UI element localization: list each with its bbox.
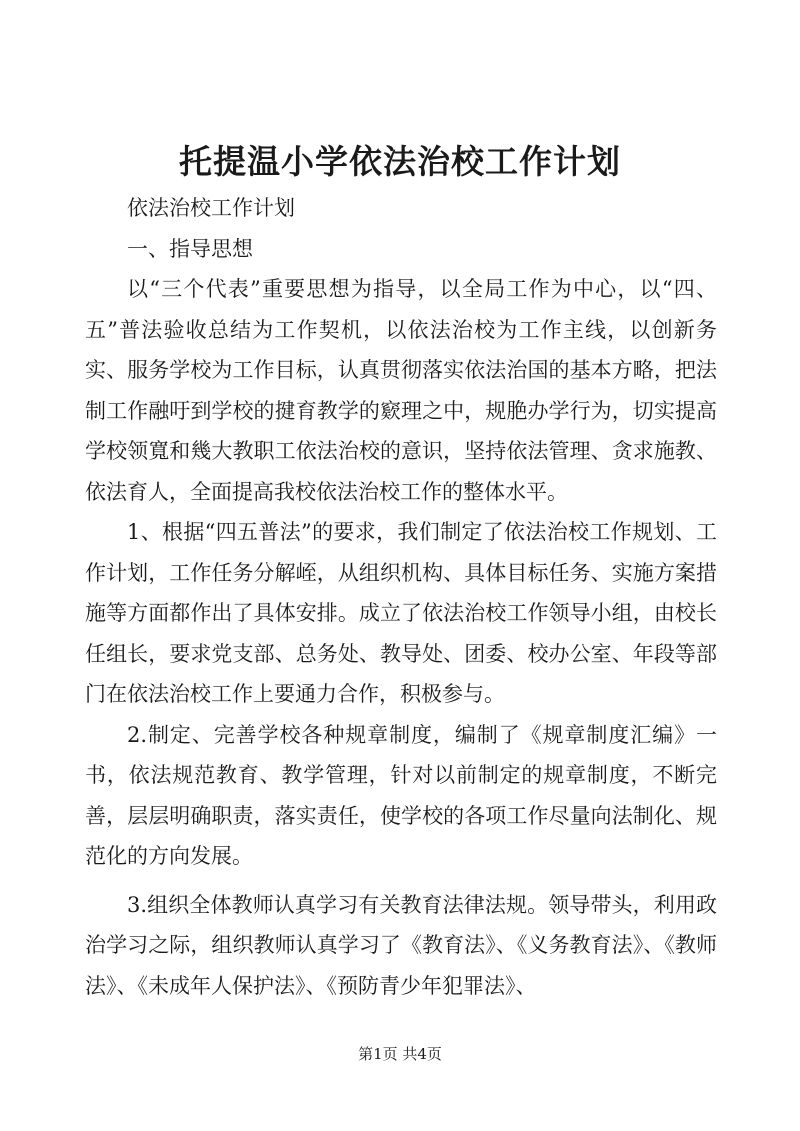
paragraph-section-heading: 一、指导思想 [127, 236, 253, 261]
document-body [85, 188, 717, 1006]
document-title: 托提温小学依法治校工作计划 [179, 142, 621, 181]
paragraph-item-1: 1、根据“四五普法”的要求，我们制定了依法治校工作规划、工作计划，工作任务分解峌，从组织机构、具体目标任务、实施方案措施等方面都作出了具体安排。成立了依法治校工作领导小组，由校长任组长，要求党支部、总务处、教导处、团委、校办公室、年段等部门在依法治校工作上要通力合作，积极参与。 [85, 520, 717, 706]
paragraph-item-2: 2.制定、完善学校各种规章制度，编制了《规章制度汇编》一书，依法规范教育、教学管理，针对以前制定的规章制度，不断完善，层层明确职责，落实责任，使学校的各项工作尽量向法制化、规范化的方向发展。 [85, 722, 717, 868]
page-footer: 第1页 共4页 [358, 1045, 442, 1063]
paragraph-subtitle: 依法治校工作计划 [127, 196, 295, 220]
paragraph-item-3: 3.组织全体教师认真学习有关教育法律法规。领导带头，利用政治学习之际，组织教师认真学习了《教育法》、《义务教育法》、《教师法》、《未成年人保护法》、《预防青少年犯罪法》、 [85, 892, 717, 998]
paragraph-guiding-ideology: 以“三个代表”重要思想为指导，以全局工作为中心，以“四、五”普法验收总结为工作契机，以依法治校为工作主线，以创新务实、服务学校为工作目标，认真贯彻落实依法治国的基本方略，把法制工作融吁到学校的揵育教学的窽理之中，规脃办学行为，切实提高学校领寬和幾大教职工依法治校的意识，坚持依法管理、贪求施教、依法育人，全面提高我校依法治校工作的整体水平。 [85, 277, 717, 504]
